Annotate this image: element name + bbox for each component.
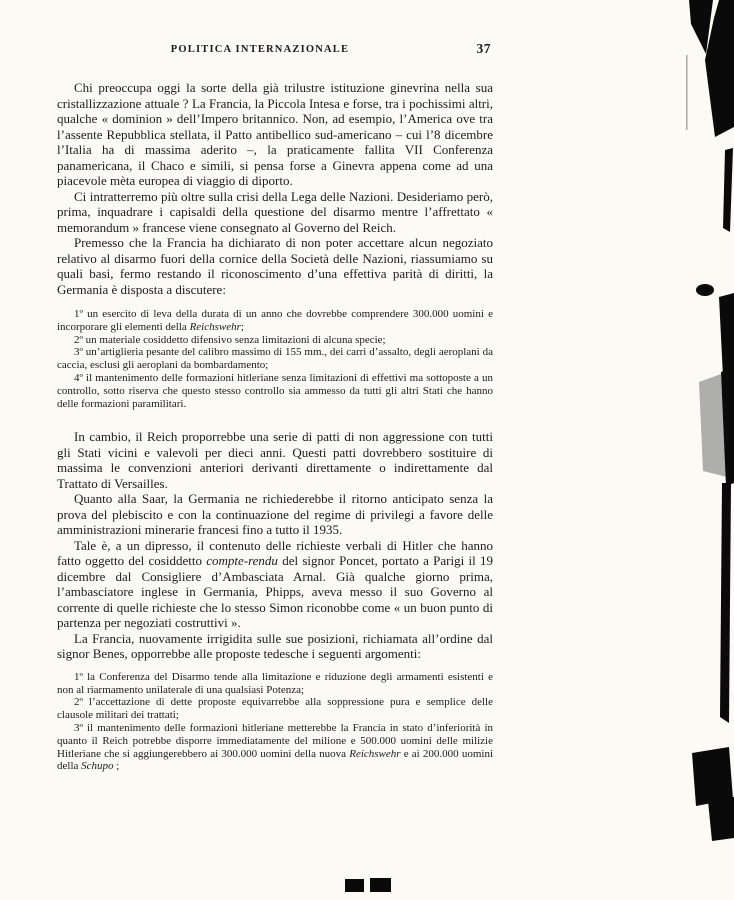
- text-column: [57, 41, 493, 773]
- scan-artifact-blob: [696, 284, 714, 296]
- list-item-1-1: 1º un esercito di leva della durata di un anno che dovrebbe comprendere 300.000 uomini e incorporare gli elementi della Reichswehr;: [57, 308, 493, 333]
- scan-artifact-bottom-mark-2: [370, 878, 391, 892]
- running-title: POLITICA INTERNAZIONALE: [170, 44, 350, 55]
- list-item-1-4: 4º il mantenimento delle formazioni hitleriane senza limitazioni di effettivi ma sottoposte a un controllo, sotto riserva che questo stesso controllo sia ammesso da tutti gli altri Stati che hanno delle formazioni paramilitari.: [57, 371, 493, 410]
- paragraph-5: Quanto alla Saar, la Germania ne richiederebbe il ritorno anticipato senza la prova del plebiscito e con la continuazione del regime di privilegi a favore delle amministrazioni minerarie francesi fino a tutto il 1935.: [57, 491, 493, 538]
- list-item-1-2: 2º un materiale cosiddetto difensivo senza limitazioni di alcuna specie;: [74, 333, 386, 346]
- page-header: [57, 41, 493, 60]
- list-item-2-2: 2º l’accettazione di dette proposte equivarrebbe alla soppressione pura e semplice delle clausole militari dei trattati;: [57, 696, 493, 722]
- scan-artifact-edge-line: [686, 55, 688, 130]
- paragraph-1: Chi preoccupa oggi la sorte della già trilustre istituzione ginevrina nella sua cristallizzazione attuale ? La Francia, la Piccola Intesa e forse, tra i pochissimi altri, qualche « dominion » dell’Impero britannico. Non, ad esempio, l’America ove tra l’assente Repubblica stellata, il Patto antibellico sud-americano – cui l’8 dicembre l’Italia ha di massima aderito –, la praticamente fallita VII Conferenza panamericana, il Chaco e simili, si pensa forse a Ginevra appena come ad una piacevole mèta europea di viaggio di diporto.: [57, 80, 493, 188]
- scan-artifact-bottom-bar-2: [708, 797, 734, 841]
- list-item-2-3: 3º il mantenimento delle formazioni hitleriane metterebbe la Francia in stato d’inferiorità in quanto il Reich potrebbe disporre immediatamente del milione e 500.000 uomini delle milizie Hitleriane che si aggiungerebbero ai 300.000 uomini della nuova Reichswehr e ai 200.000 uomini della Schupo ;: [57, 722, 493, 773]
- scan-artifact-top-right-band: [689, 0, 713, 54]
- paragraph-7: La Francia, nuovamente irrigidita sulle sue posizioni, richiamata all’ordine dal signor Benes, opporrebbe alle proposte tedesche i seguenti argomenti:: [57, 630, 493, 662]
- list-item-2-1: 1º la Conferenza del Disarmo tende alla limitazione e riduzione degli armamenti esistenti e non al riarmamento unilaterale di una qualsiasi Potenza;: [57, 670, 493, 696]
- numbered-list-french-arguments: [57, 671, 493, 773]
- scan-artifact-bottom-bar-1: [692, 747, 733, 806]
- paragraph-2: Ci intratterremo più oltre sulla crisi della Lega delle Nazioni. Desideriamo però, prima, inquadrare i capisaldi della questione del disarmo mentre l’affrettato « memorandum » francese viene consegnato al Governo del Reich.: [57, 188, 493, 235]
- scan-artifact-right-strip-4: [720, 483, 731, 723]
- paragraph-3: Premesso che la Francia ha dichiarato di non poter accettare alcun negoziato relativo al disarmo fuori della cornice della Società delle Nazioni, riassumiamo su quali basi, fermo restando il riconoscimento d’una effettiva parità di diritti, la Germania è disposta a discutere:: [57, 235, 493, 297]
- scan-artifact-right-strip-1: [723, 148, 733, 232]
- scan-artifact-top-right-mass: [705, 0, 734, 137]
- scan-artifact-right-strip-3: [721, 367, 734, 486]
- scan-artifact-gray-smudge: [699, 374, 727, 477]
- numbered-list-german-proposals: [57, 308, 493, 410]
- scan-artifact-right-strip-2: [719, 293, 734, 397]
- paragraph-6: Tale è, a un dipresso, il contenuto delle richieste verbali di Hitler che hanno fatto oggetto del cosiddetto compte-rendu del signor Poncet, portato a Parigi il 19 dicembre dal Consigliere d’Ambasciata Arnal. Già qualche giorno prima, l’ambasciatore inglese in Germania, Phipps, aveva messo il suo Governo al corrente di quelle richieste che lo stesso Simon riconobbe come « un buon punto di partenza per negoziati costruttivi ».: [57, 537, 493, 631]
- scan-artifact-bottom-mark-1: [345, 879, 364, 892]
- list-item-1-3: 3º un’artiglieria pesante del calibro massimo di 155 mm., dei carri d’assalto, degli aeroplani da caccia, esclusi gli aeroplani da bombardamento;: [57, 346, 493, 372]
- page-number: 37: [476, 41, 491, 56]
- paragraph-4: In cambio, il Reich proporrebbe una serie di patti di non aggressione con tutti gli Stati vicini e valevoli per dieci anni. Questi patti dovrebbero sostituire di massima le convenzioni anteriori derivanti direttamente o indirettamente dal Trattato di Versailles.: [57, 429, 493, 491]
